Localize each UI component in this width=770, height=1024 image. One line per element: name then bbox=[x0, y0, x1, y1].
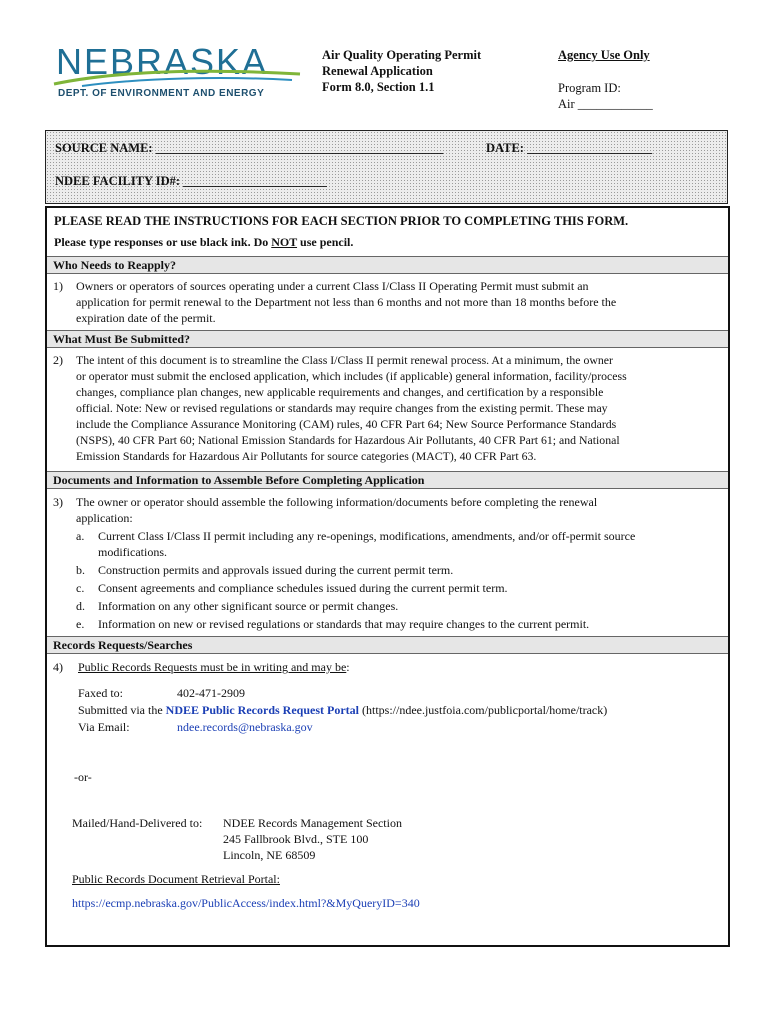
source-name-field[interactable]: SOURCE NAME: ______________________________________________ bbox=[55, 141, 444, 155]
ink-instruction: Please type responses or use black ink. Do NOT use pencil. bbox=[54, 235, 354, 249]
retrieval-portal-label: Public Records Document Retrieval Portal: bbox=[72, 872, 280, 886]
instructions-title: PLEASE READ THE INSTRUCTIONS FOR EACH SECTION PRIOR TO COMPLETING THIS FORM. bbox=[54, 214, 629, 228]
facility-id-field[interactable]: NDEE FACILITY ID#: _______________________ bbox=[55, 174, 327, 188]
document-checklist bbox=[76, 528, 635, 632]
records-request-intro: Public Records Requests must be in writing and may be bbox=[78, 660, 347, 674]
date-field[interactable]: DATE: ____________________ bbox=[486, 141, 653, 155]
agency-use-block bbox=[558, 47, 653, 112]
section-3-heading: Documents and Information to Assemble Before Completing Application bbox=[47, 471, 728, 489]
section-4-heading: Records Requests/Searches bbox=[47, 636, 728, 654]
list-item: b. Construction permits and approvals issued during the current permit term. bbox=[76, 563, 454, 577]
agency-use-heading: Agency Use Only bbox=[558, 48, 650, 62]
air-id-field[interactable]: Air ____________ bbox=[558, 97, 653, 111]
list-item: c. Consent agreements and compliance schedules issued during the current permit term. bbox=[76, 581, 508, 595]
list-item: a. Current Class I/Class II permit including any re-openings, modifications, amendments, and/or off-permit source modifications. bbox=[76, 529, 636, 559]
retrieval-portal-link[interactable]: https://ecmp.nebraska.gov/PublicAccess/index.html?&MyQueryID=340 bbox=[72, 896, 420, 910]
program-id-label: Program ID: bbox=[558, 81, 621, 95]
list-item: e. Information on new or revised regulations or standards that may require changes to the current permit. bbox=[76, 617, 590, 631]
fax-row: Faxed to: 402-471-2909 bbox=[78, 686, 245, 700]
section-1-heading: Who Needs to Reapply? bbox=[47, 256, 728, 274]
form-title: Air Quality Operating Permit Renewal Application Form 8.0, Section 1.1 bbox=[322, 48, 482, 94]
records-email-link[interactable]: ndee.records@nebraska.gov bbox=[177, 720, 313, 734]
list-item: d. Information on any other significant source or permit changes. bbox=[76, 599, 399, 613]
portal-row: Submitted via the NDEE Public Records Request Portal (https://ndee.justfoia.com/publicportal/home/track) bbox=[78, 703, 608, 717]
or-separator: -or- bbox=[74, 770, 92, 784]
records-portal-url: (https://ndee.justfoia.com/publicportal/home/track) bbox=[358, 703, 608, 717]
mail-row: Mailed/Hand-Delivered to: NDEE Records Management Section 245 Fallbrook Blvd., STE 100 Lincoln, NE 68509 bbox=[72, 816, 402, 862]
ndee-logo bbox=[52, 42, 302, 102]
mail-address: NDEE Records Management Section 245 Fallbrook Blvd., STE 100 Lincoln, NE 68509 bbox=[223, 816, 402, 862]
logo-wordmark: NEBRASKA bbox=[56, 41, 269, 82]
records-portal-link[interactable]: NDEE Public Records Request Portal bbox=[165, 703, 359, 717]
logo-department: DEPT. OF ENVIRONMENT AND ENERGY bbox=[58, 88, 265, 99]
email-row: Via Email: ndee.records@nebraska.gov bbox=[78, 720, 313, 734]
source-info-box bbox=[45, 130, 728, 204]
section-2-heading: What Must Be Submitted? bbox=[47, 330, 728, 348]
instructions-box: PLEASE READ THE INSTRUCTIONS FOR EACH SECTION PRIOR TO COMPLETING THIS FORM. Please type responses or use black ink. Do NOT use pencil. Who Needs to Reapply? 1) Owners or operators of sources operating under a current Class I/Class II Operating Permit must submit an application for permit renewal to the Department not less than 6 months and not more than 18 months before the expiration date of the permit. What Must Be Submitted? 2) The intent of this document is to streamline the Class I/Class II permit renewal process. At a minimum, the owner or operator must submit the enclosed application, which includes (if applicable) general information, facility/process changes, compliance plan changes, new applicable requirements and changes, and certification by a responsible official. Note: New or revised regulations or standards may require changes from the existing permit. These may include the Compliance Assurance Monitoring (CAM) rules, 40 CFR Part 64; New Source Performance Standards (NSPS), 40 CFR Part 60; National Emission Standards for Hazardous Air Pollutants, 40 CFR Part 61; and National Emission Standards for Hazardous Air Pollutants for source categories (MACT), 40 CFR Part 63. Documents and Information to Assemble Before Completing Application 3) The owner or operator should assemble the following information/documents before completing the renewal application: a. Current Class I/Class II permit including any re-openings, modifications, amendments, and/or off-permit source modifications. b. Construction permits and approvals issued during the current permit term. c. Consent agreements and compliance schedules issued during the current permit term. d. Information on any other significant source or permit changes. e. Information on new or revised regulations or standards that may require changes to the current permit. Records Requests/Searches 4) Public Records Requests must be in writing and may be: Faxed to: 402-471-2909 Submitted via the NDEE Public Records Request Portal (https://ndee.justfoia.com/publicportal/home/track) Via Email: ndee.records@nebraska.gov -or- Mailed/Hand-Delivered to: NDEE Records Management Section 245 Fallbrook Blvd., STE 100 Lincoln, NE 68509 Public Records Document Retrieval Portal: https://ecmp.nebraska.gov/PublicAccess/index.html?&MyQueryID=340 bbox=[45, 206, 730, 947]
swoosh-icon bbox=[52, 66, 302, 88]
fax-number: 402-471-2909 bbox=[177, 686, 245, 700]
